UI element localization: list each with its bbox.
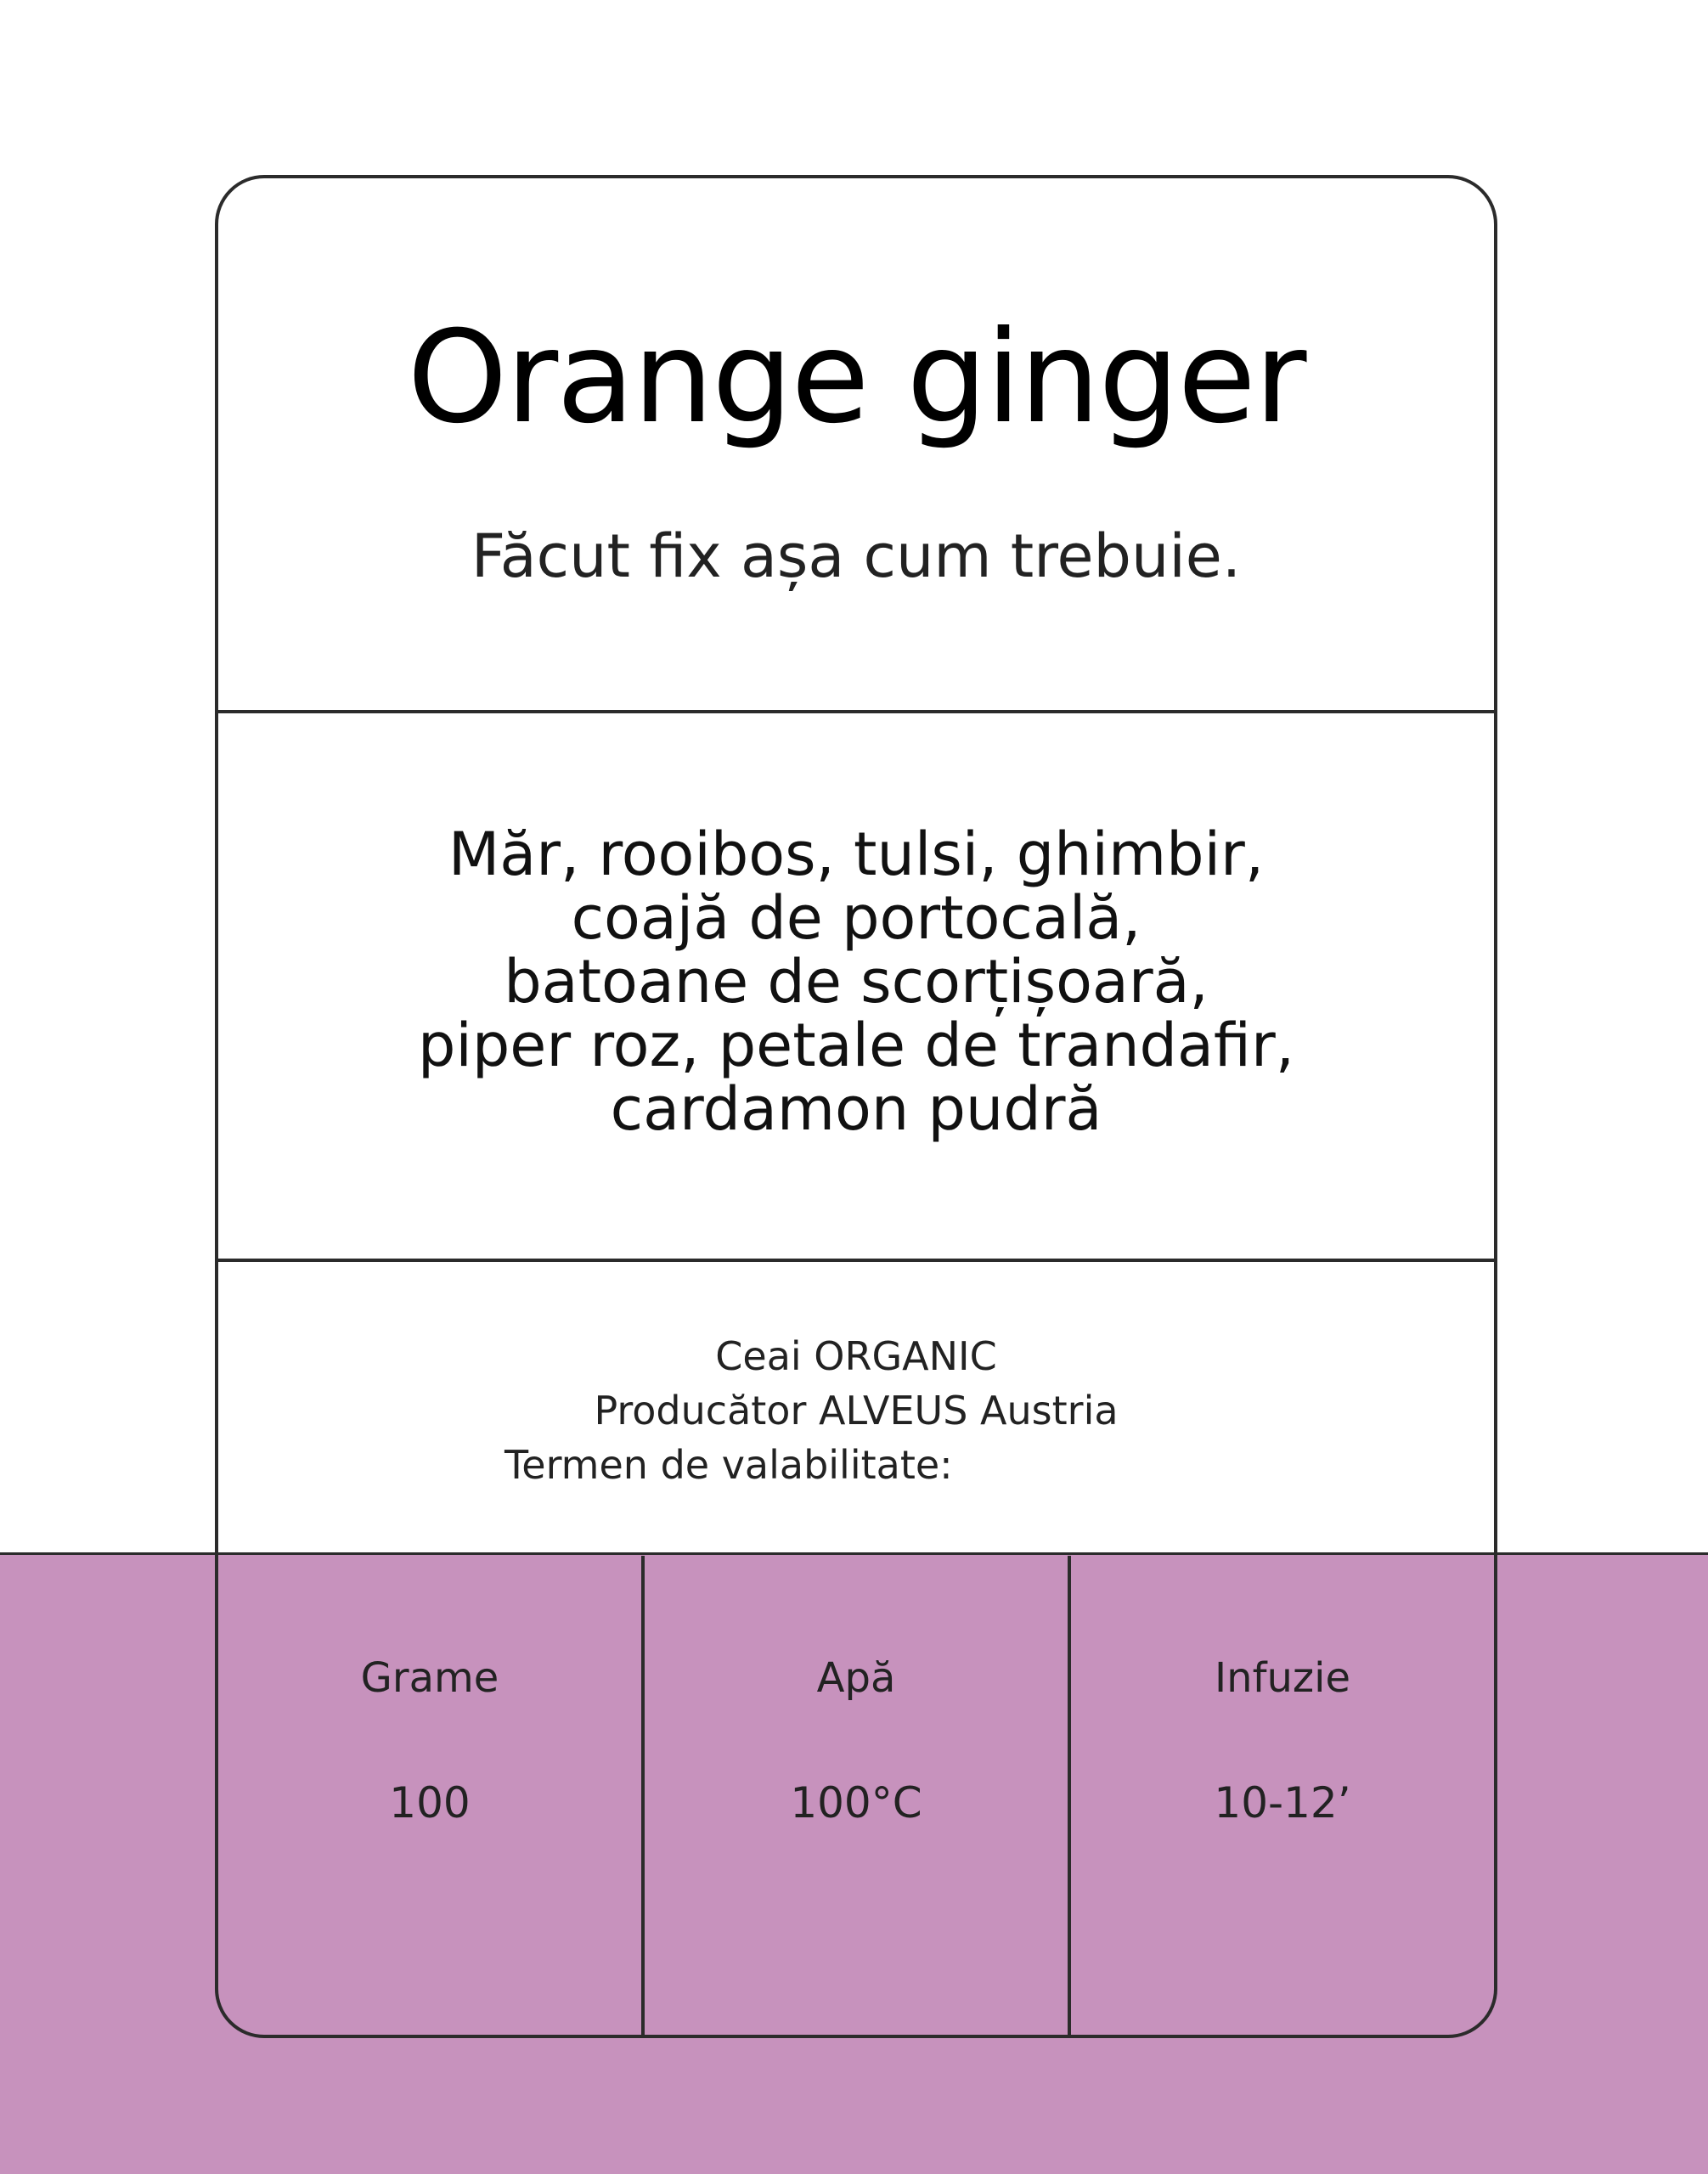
expiry-label: Termen de valabilitate: [505, 1442, 953, 1488]
stat-infusion [1068, 1556, 1494, 2035]
product-title: Orange ginger [407, 304, 1305, 452]
label-header-section [218, 178, 1494, 713]
brewing-stats-section [218, 1556, 1494, 2035]
stat-water [641, 1556, 1068, 2035]
ingredients-line: cardamon pudră [610, 1073, 1102, 1144]
stat-grams [218, 1556, 641, 2035]
tea-label-card [215, 175, 1497, 2038]
ingredients-line: coajă de portocală, [571, 882, 1141, 953]
ingredients-line: Măr, rooibos, tulsi, ghimbir, [448, 819, 1265, 889]
tea-type-text: Ceai ORGANIC [715, 1333, 997, 1379]
ingredients-line: batoane de scorțișoară, [504, 946, 1209, 1017]
stat-value: 100°C [790, 1778, 922, 1828]
ingredients-list [417, 819, 1295, 1144]
ingredients-section [218, 713, 1494, 1262]
stat-value: 10-12’ [1214, 1778, 1351, 1828]
stat-label: Apă [816, 1654, 896, 1702]
stat-value: 100 [389, 1778, 471, 1828]
ingredients-line: piper roz, petale de trandafir, [417, 1010, 1295, 1080]
stat-label: Infuzie [1215, 1654, 1350, 1702]
producer-text: Producător ALVEUS Austria [594, 1388, 1119, 1433]
product-info-section [218, 1262, 1494, 1559]
product-tagline: Făcut fix așa cum trebuie. [471, 521, 1242, 591]
stat-label: Grame [360, 1654, 499, 1702]
